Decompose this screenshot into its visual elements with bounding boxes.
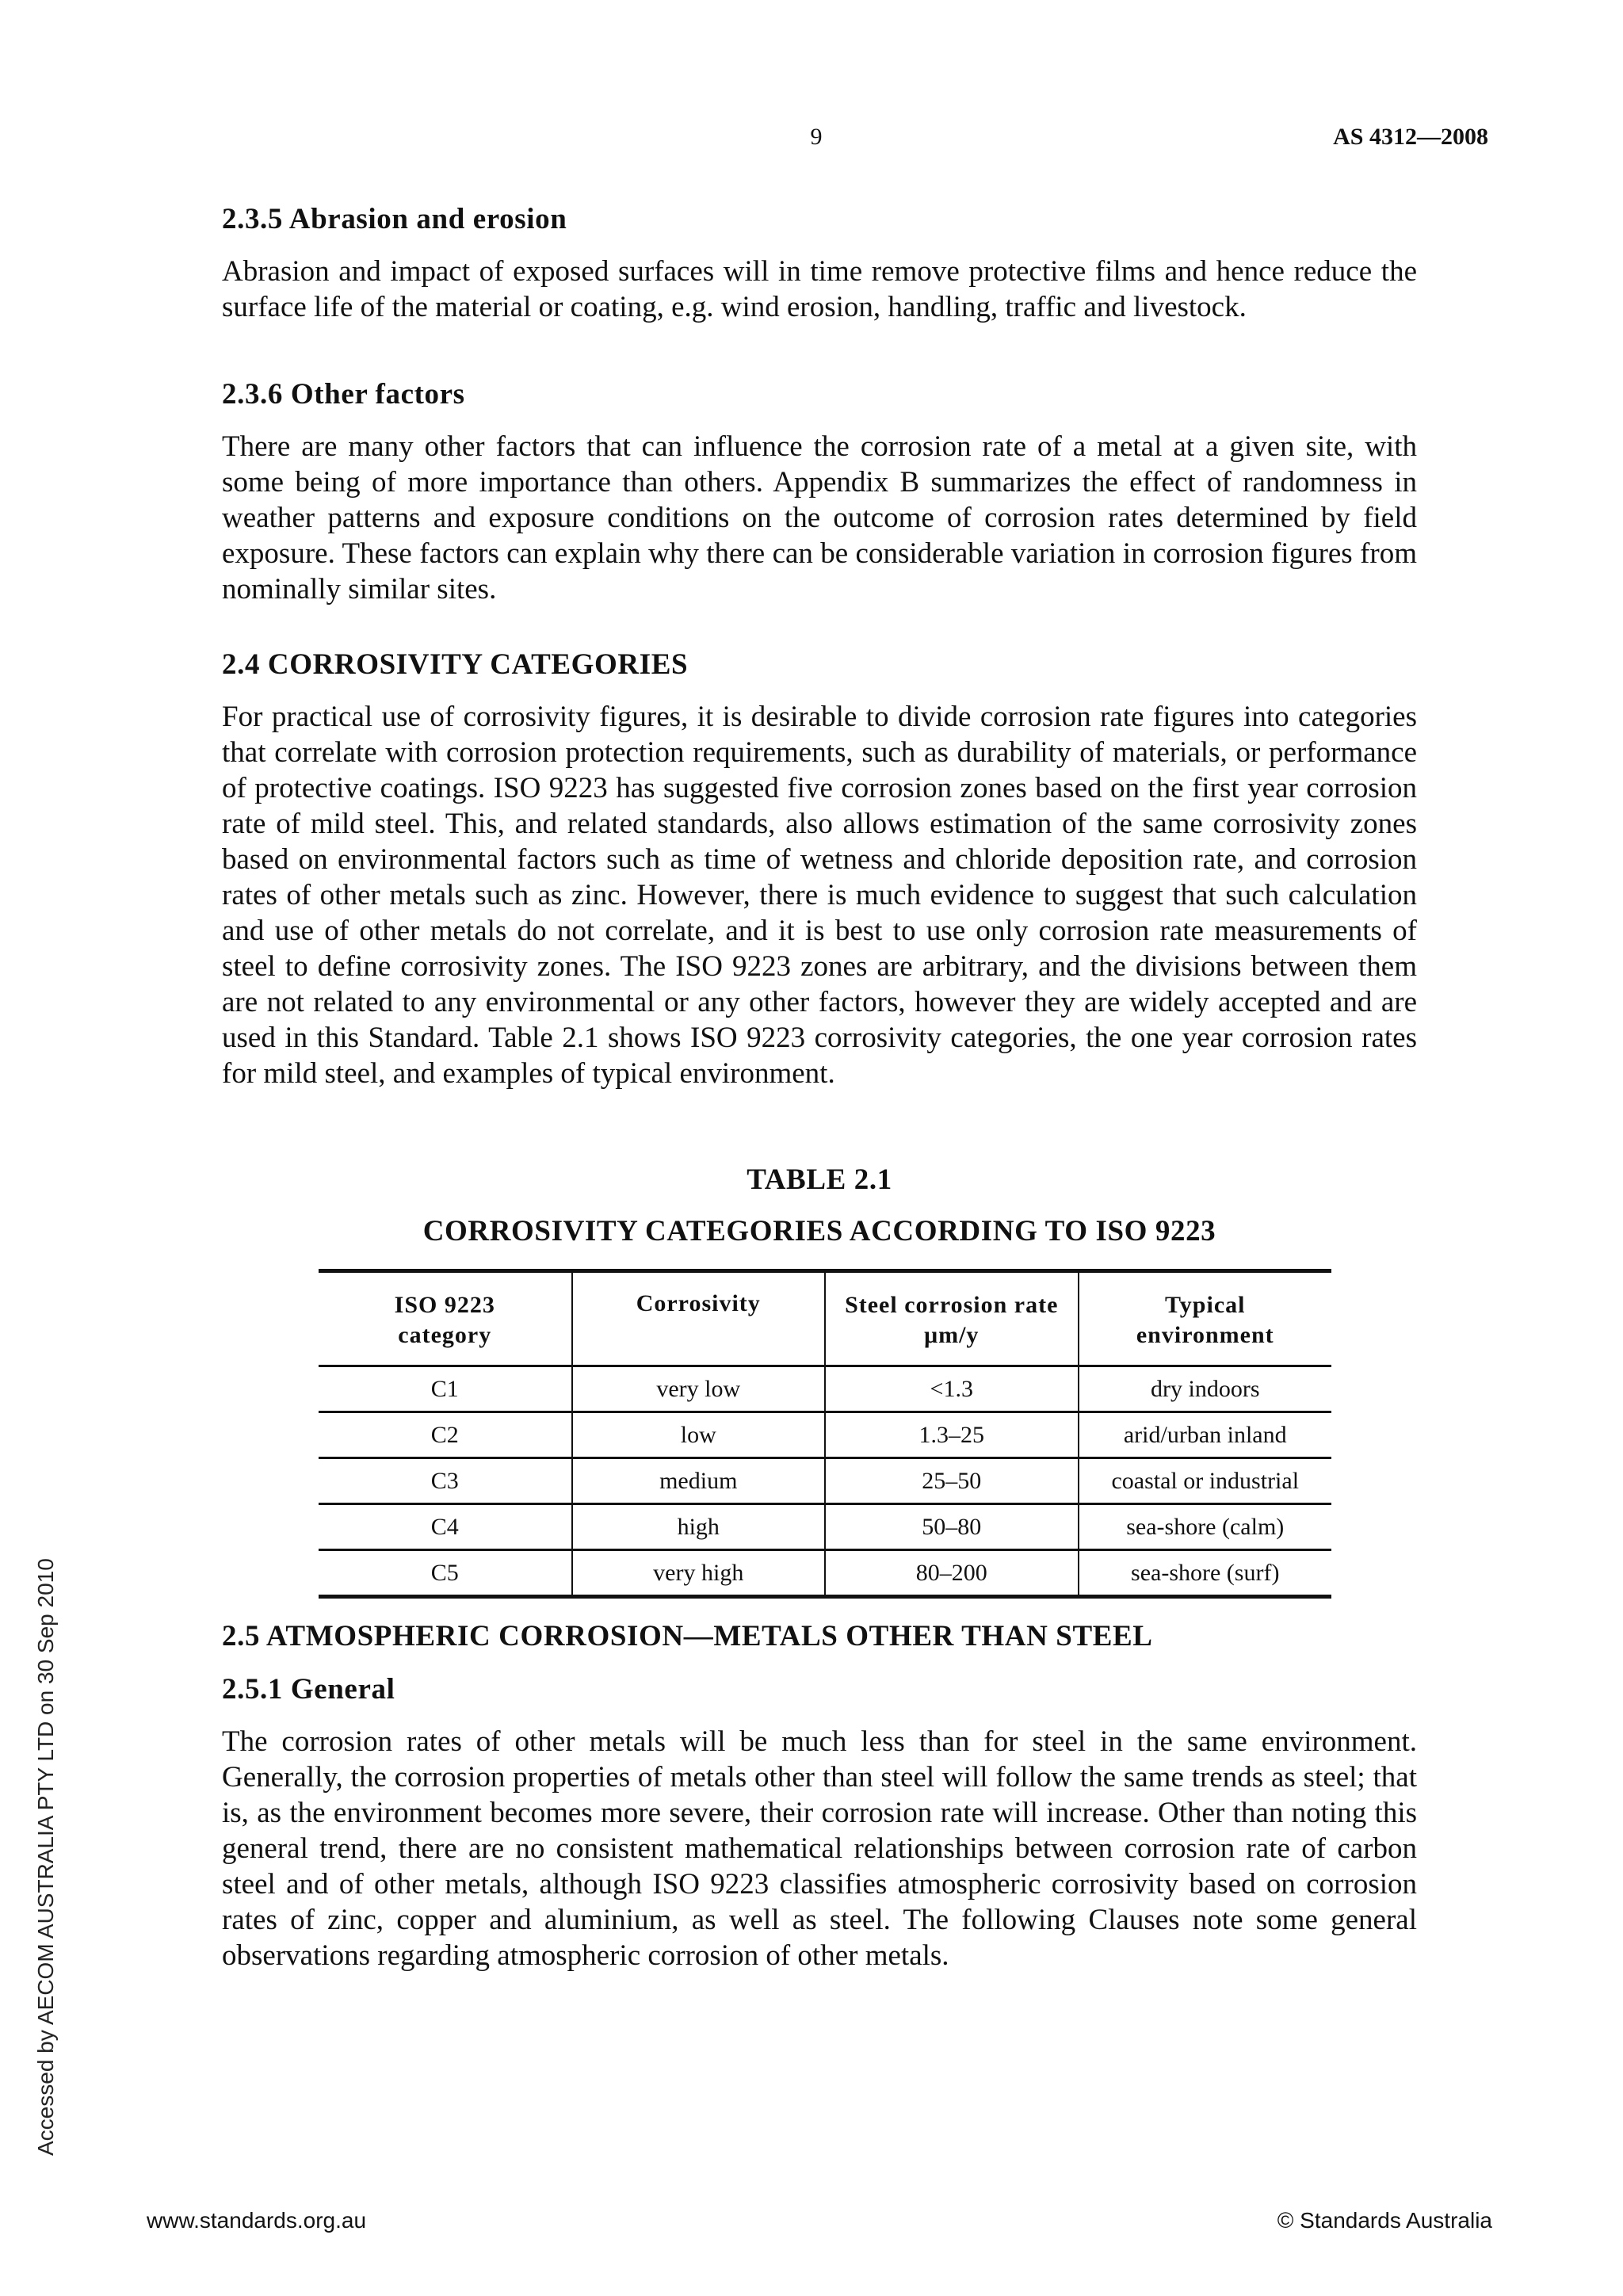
standard-code: AS 4312—2008 — [1333, 124, 1488, 150]
heading-2-5-1: 2.5.1 General — [222, 1673, 395, 1706]
paragraph-2-3-5: Abrasion and impact of exposed surfaces will in time remove protective films and hence reduce the surface life of the material or coating, e.g. wind erosion, handling, traffic and livestock. — [222, 255, 1417, 323]
heading-2-3-5: 2.3.5 Abrasion and erosion — [222, 203, 567, 235]
table-row — [319, 1366, 1331, 1412]
footer-copyright: © Standards Australia — [1277, 2208, 1492, 2233]
cell-corrosivity: very low — [572, 1366, 826, 1412]
cell-environment: sea-shore (calm) — [1079, 1504, 1332, 1550]
cell-rate: 25–50 — [825, 1458, 1079, 1504]
cell-rate: 50–80 — [825, 1504, 1079, 1550]
paragraph-2-4: For practical use of corrosivity figures, it is desirable to divide corrosion rate figures into categories that correlate with corrosion protection requirements, such as durability of materials, or performance of protective coatings. ISO 9223 has suggested five corrosion zones based on the first year corrosion rate of mild steel. This, and related standards, also allows estimation of the same corrosivity zones based on environmental factors such as time of wetness and chloride deposition rate, and corrosion rates of other metals such as zinc. However, there is much evidence to suggest that such calculation and use of other metals do not correlate, and it is best to use only corrosion rate measurements of steel to define corrosivity zones. The ISO 9223 zones are arbitrary, and the divisions between them are not related to any environmental or any other factors, however they are widely accepted and are used in this Standard. Table 2.1 shows ISO 9223 corrosivity categories, the one year corrosion rates for mild steel, and examples of typical environment. — [222, 701, 1417, 1090]
page-number: 9 — [810, 124, 823, 150]
header-corrosivity — [572, 1271, 826, 1366]
header-corrosivity-line1: Corrosivity — [636, 1290, 761, 1316]
footer-website-link[interactable]: www.standards.org.au — [147, 2208, 367, 2233]
header-rate-line1: Steel corrosion rate — [845, 1292, 1059, 1318]
table-row — [319, 1412, 1331, 1458]
cell-rate: 80–200 — [825, 1550, 1079, 1597]
cell-corrosivity: medium — [572, 1458, 826, 1504]
cell-category: C1 — [319, 1366, 572, 1412]
heading-2-4: 2.4 CORROSIVITY CATEGORIES — [222, 648, 689, 681]
table-header-row — [319, 1271, 1331, 1366]
cell-corrosivity: very high — [572, 1550, 826, 1597]
table-row — [319, 1504, 1331, 1550]
header-category-line1: ISO 9223 — [394, 1292, 495, 1318]
header-environment-line2: environment — [1136, 1322, 1274, 1348]
cell-environment: coastal or industrial — [1079, 1458, 1332, 1504]
cell-rate: <1.3 — [825, 1366, 1079, 1412]
table-row — [319, 1458, 1331, 1504]
cell-category: C3 — [319, 1458, 572, 1504]
table-label: TABLE 2.1 — [747, 1163, 892, 1196]
corrosivity-table — [319, 1269, 1331, 1599]
cell-environment: dry indoors — [1079, 1366, 1332, 1412]
header-environment — [1079, 1271, 1332, 1366]
table-title: CORROSIVITY CATEGORIES ACCORDING TO ISO 9223 — [422, 1215, 1216, 1247]
cell-category: C5 — [319, 1550, 572, 1597]
heading-2-5: 2.5 ATMOSPHERIC CORROSION—METALS OTHER THAN STEEL — [222, 1620, 1153, 1652]
header-rate-line2: μm/y — [924, 1322, 980, 1348]
header-environment-line1: Typical — [1165, 1292, 1246, 1318]
header-category-line2: category — [398, 1322, 492, 1348]
cell-category: C2 — [319, 1412, 572, 1458]
access-watermark: Accessed by AECOM AUSTRALIA PTY LTD on 30 Sep 2010 — [33, 1558, 58, 2156]
header-rate — [825, 1271, 1079, 1366]
cell-environment: arid/urban inland — [1079, 1412, 1332, 1458]
cell-environment: sea-shore (surf) — [1079, 1550, 1332, 1597]
table-row — [319, 1550, 1331, 1597]
paragraph-2-5-1: The corrosion rates of other metals will be much less than for steel in the same environment. Generally, the corrosion properties of metals other than steel will follow the same trends as steel; that is, as the environment becomes more severe, their corrosion rate will increase. Other than noting this general trend, there are no consistent mathematical relationships between corrosion rate of carbon steel and of other metals, although ISO 9223 classifies atmospheric corrosivity based on corrosion rates of zinc, copper and aluminium, as well as steel. The following Clauses note some general observations regarding atmospheric corrosion of other metals. — [222, 1725, 1417, 1972]
header-category — [319, 1271, 572, 1366]
paragraph-2-3-6: There are many other factors that can influence the corrosion rate of a metal at a given site, with some being of more importance than others. Appendix B summarizes the effect of randomness in weather patterns and exposure conditions on the outcome of corrosion rates determined by field exposure. These factors can explain why there can be considerable variation in corrosion figures from nominally similar sites. — [222, 430, 1417, 606]
heading-2-3-6: 2.3.6 Other factors — [222, 378, 465, 411]
cell-rate: 1.3–25 — [825, 1412, 1079, 1458]
cell-corrosivity: low — [572, 1412, 826, 1458]
cell-corrosivity: high — [572, 1504, 826, 1550]
cell-category: C4 — [319, 1504, 572, 1550]
